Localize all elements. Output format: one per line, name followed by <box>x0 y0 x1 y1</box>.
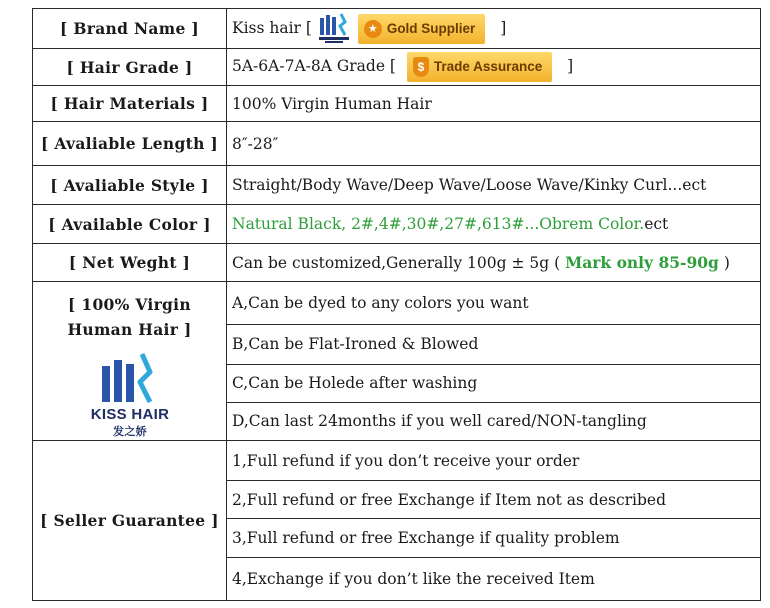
style-value: Straight/Body Wave/Deep Wave/Loose Wave/Kinky Curl...ect <box>227 166 761 205</box>
list-item: 2,Full refund or free Exchange if Item not as described <box>227 481 761 519</box>
table-row <box>33 282 761 325</box>
table-row <box>33 205 761 244</box>
hair-materials-value: 100% Virgin Human Hair <box>227 86 761 122</box>
table-row <box>33 244 761 282</box>
list-item: B,Can be Flat-Ironed & Blowed <box>227 325 761 364</box>
table-row <box>33 166 761 205</box>
brand-name-text: Kiss hair [ <box>232 18 312 37</box>
gold-supplier-badge[interactable]: ★ Gold Supplier <box>358 14 486 44</box>
kiss-hair-logo <box>80 350 180 440</box>
hair-grade-label: [ Hair Grade ] <box>33 49 227 86</box>
color-label: [ Available Color ] <box>33 205 227 244</box>
seller-guarantee-label: [ Seller Guarantee ] <box>33 441 227 601</box>
style-label: [ Avaliable Style ] <box>33 166 227 205</box>
weight-close: ) <box>723 254 730 272</box>
hair-grade-value <box>227 49 761 86</box>
color-value <box>227 205 761 244</box>
trade-assurance-badge[interactable]: $ Trade Assurance <box>407 52 552 82</box>
list-item: D,Can last 24months if you well cared/NON-tangling <box>227 402 761 440</box>
virgin-hair-label-cell <box>33 282 227 441</box>
logo-subtext: 发之娇 <box>112 425 147 438</box>
length-label: [ Avaliable Length ] <box>33 122 227 166</box>
net-weight-label: [ Net Weght ] <box>33 244 227 282</box>
weight-text: Can be customized,Generally 100g ± 5g ( <box>232 254 561 272</box>
table-row <box>33 441 761 481</box>
logo-text: KISS HAIR <box>90 406 169 423</box>
brand-bracket-close: ] <box>500 18 507 37</box>
virgin-hair-label-line1: [ 100% Virgin <box>68 295 191 314</box>
shield-dollar-icon: $ <box>413 57 429 77</box>
table-row <box>33 49 761 86</box>
table-row <box>33 9 761 49</box>
table-row <box>33 122 761 166</box>
medal-icon: ★ <box>364 20 382 38</box>
hair-materials-label: [ Hair Materials ] <box>33 86 227 122</box>
hair-grade-text: 5A-6A-7A-8A Grade [ <box>232 57 396 75</box>
list-item: 1,Full refund if you don’t receive your order <box>227 441 761 481</box>
brand-name-label: [ Brand Name ] <box>33 9 227 49</box>
list-item: 4,Exchange if you don’t like the received Item <box>227 558 761 601</box>
product-spec-table <box>32 8 761 601</box>
virgin-hair-label-line2: Human Hair ] <box>67 320 192 339</box>
list-item: 3,Full refund or free Exchange if quality problem <box>227 519 761 558</box>
table-row <box>33 86 761 122</box>
net-weight-value <box>227 244 761 282</box>
weight-highlight: Mark only 85-90g <box>565 253 719 272</box>
color-value-green: Natural Black, 2#,4#,30#,27#,613#...Obrem Color. <box>232 215 645 233</box>
kiss-hair-logo-small <box>317 12 353 46</box>
list-item: A,Can be dyed to any colors you want <box>227 282 761 325</box>
grade-bracket-close: ] <box>567 57 574 75</box>
color-value-tail: ect <box>644 215 669 233</box>
brand-name-value <box>227 9 761 49</box>
list-item: C,Can be Holede after washing <box>227 364 761 402</box>
length-value: 8″-28″ <box>227 122 761 166</box>
